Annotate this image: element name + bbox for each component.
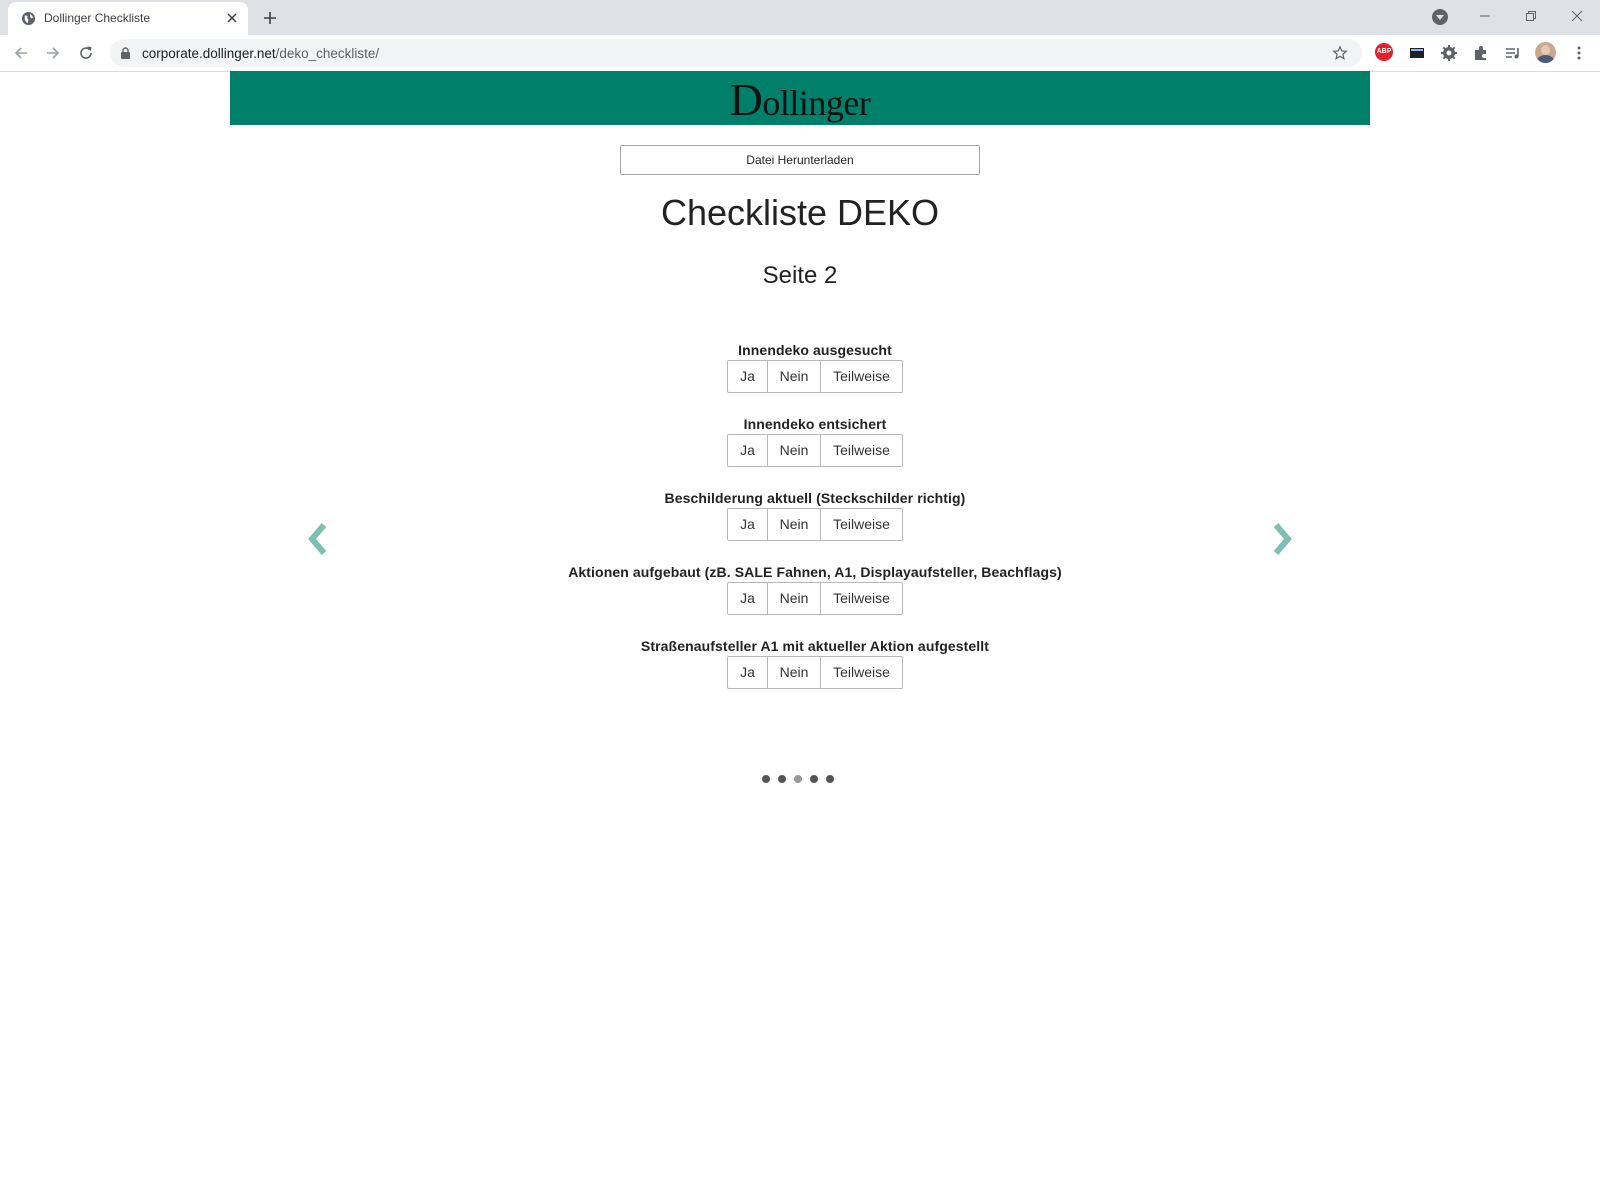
option-ja[interactable]: Ja: [727, 656, 768, 689]
reload-icon[interactable]: [77, 44, 95, 62]
browser-toolbar: [0, 35, 1600, 72]
next-page-arrow-icon[interactable]: [1268, 522, 1294, 556]
terminal-icon[interactable]: [1408, 44, 1426, 62]
prev-page-arrow-icon[interactable]: [306, 522, 332, 556]
url-path: /deko_checkliste/: [275, 46, 380, 61]
restore-icon[interactable]: [1522, 7, 1540, 25]
url-text: [142, 46, 379, 61]
question-label: Beschilderung aktuell (Steckschilder richtig): [664, 490, 966, 506]
page-dot-2[interactable]: [778, 775, 786, 783]
option-nein[interactable]: Nein: [767, 434, 821, 467]
answer-group: [727, 508, 903, 541]
forward-icon[interactable]: [44, 44, 62, 62]
puzzle-extensions-icon[interactable]: [1472, 44, 1490, 62]
tab-title: Dollinger Checkliste: [44, 11, 151, 25]
option-teilweise[interactable]: Teilweise: [820, 360, 903, 393]
globe-icon: [21, 11, 36, 26]
browser-titlebar: [0, 0, 1600, 35]
address-bar[interactable]: [110, 39, 1362, 67]
page-subtitle: Seite 2: [762, 262, 838, 289]
option-ja[interactable]: Ja: [727, 360, 768, 393]
back-icon[interactable]: [12, 44, 30, 62]
question-label: Innendeko ausgesucht: [738, 342, 892, 358]
download-file-button[interactable]: Datei Herunterladen: [620, 145, 980, 175]
option-nein[interactable]: Nein: [767, 360, 821, 393]
url-domain: corporate.dollinger.net: [142, 46, 276, 61]
answer-group: [727, 434, 903, 467]
close-tab-icon[interactable]: [224, 10, 240, 26]
close-window-icon[interactable]: [1568, 7, 1586, 25]
option-teilweise[interactable]: Teilweise: [820, 582, 903, 615]
option-teilweise[interactable]: Teilweise: [820, 508, 903, 541]
page-title: Checkliste DEKO: [660, 192, 940, 233]
option-nein[interactable]: Nein: [767, 582, 821, 615]
page-dot-3-active[interactable]: [794, 775, 802, 783]
page-dot-4[interactable]: [810, 775, 818, 783]
lock-icon: [120, 47, 131, 59]
option-nein[interactable]: Nein: [767, 656, 821, 689]
adblock-plus-icon[interactable]: ABP: [1375, 43, 1393, 61]
question-label: Straßenaufsteller A1 mit aktueller Aktion aufgestellt: [640, 638, 990, 654]
answer-group: [727, 582, 903, 615]
dollinger-logo: Dollinger: [729, 74, 871, 125]
new-tab-icon[interactable]: [261, 9, 279, 27]
option-teilweise[interactable]: Teilweise: [820, 434, 903, 467]
profile-avatar[interactable]: [1535, 42, 1556, 63]
media-queue-icon[interactable]: [1504, 44, 1522, 62]
option-teilweise[interactable]: Teilweise: [820, 656, 903, 689]
answer-group: [727, 656, 903, 689]
more-menu-icon[interactable]: [1570, 44, 1588, 62]
option-nein[interactable]: Nein: [767, 508, 821, 541]
page-dot-1[interactable]: [762, 775, 770, 783]
tab-search-icon[interactable]: [1432, 9, 1448, 25]
bookmark-star-icon[interactable]: [1332, 45, 1348, 61]
option-ja[interactable]: Ja: [727, 434, 768, 467]
header-banner: [230, 71, 1370, 125]
option-ja[interactable]: Ja: [727, 508, 768, 541]
gear-extension-icon[interactable]: [1440, 44, 1458, 62]
question-label: Aktionen aufgebaut (zB. SALE Fahnen, A1, Displayaufsteller, Beachflags): [568, 564, 1062, 580]
answer-group: [727, 360, 903, 393]
browser-tab[interactable]: [8, 2, 248, 35]
question-label: Innendeko entsichert: [743, 416, 887, 432]
minimize-icon[interactable]: [1476, 7, 1494, 25]
page-dot-5[interactable]: [826, 775, 834, 783]
option-ja[interactable]: Ja: [727, 582, 768, 615]
pagination-dots: [762, 775, 842, 783]
